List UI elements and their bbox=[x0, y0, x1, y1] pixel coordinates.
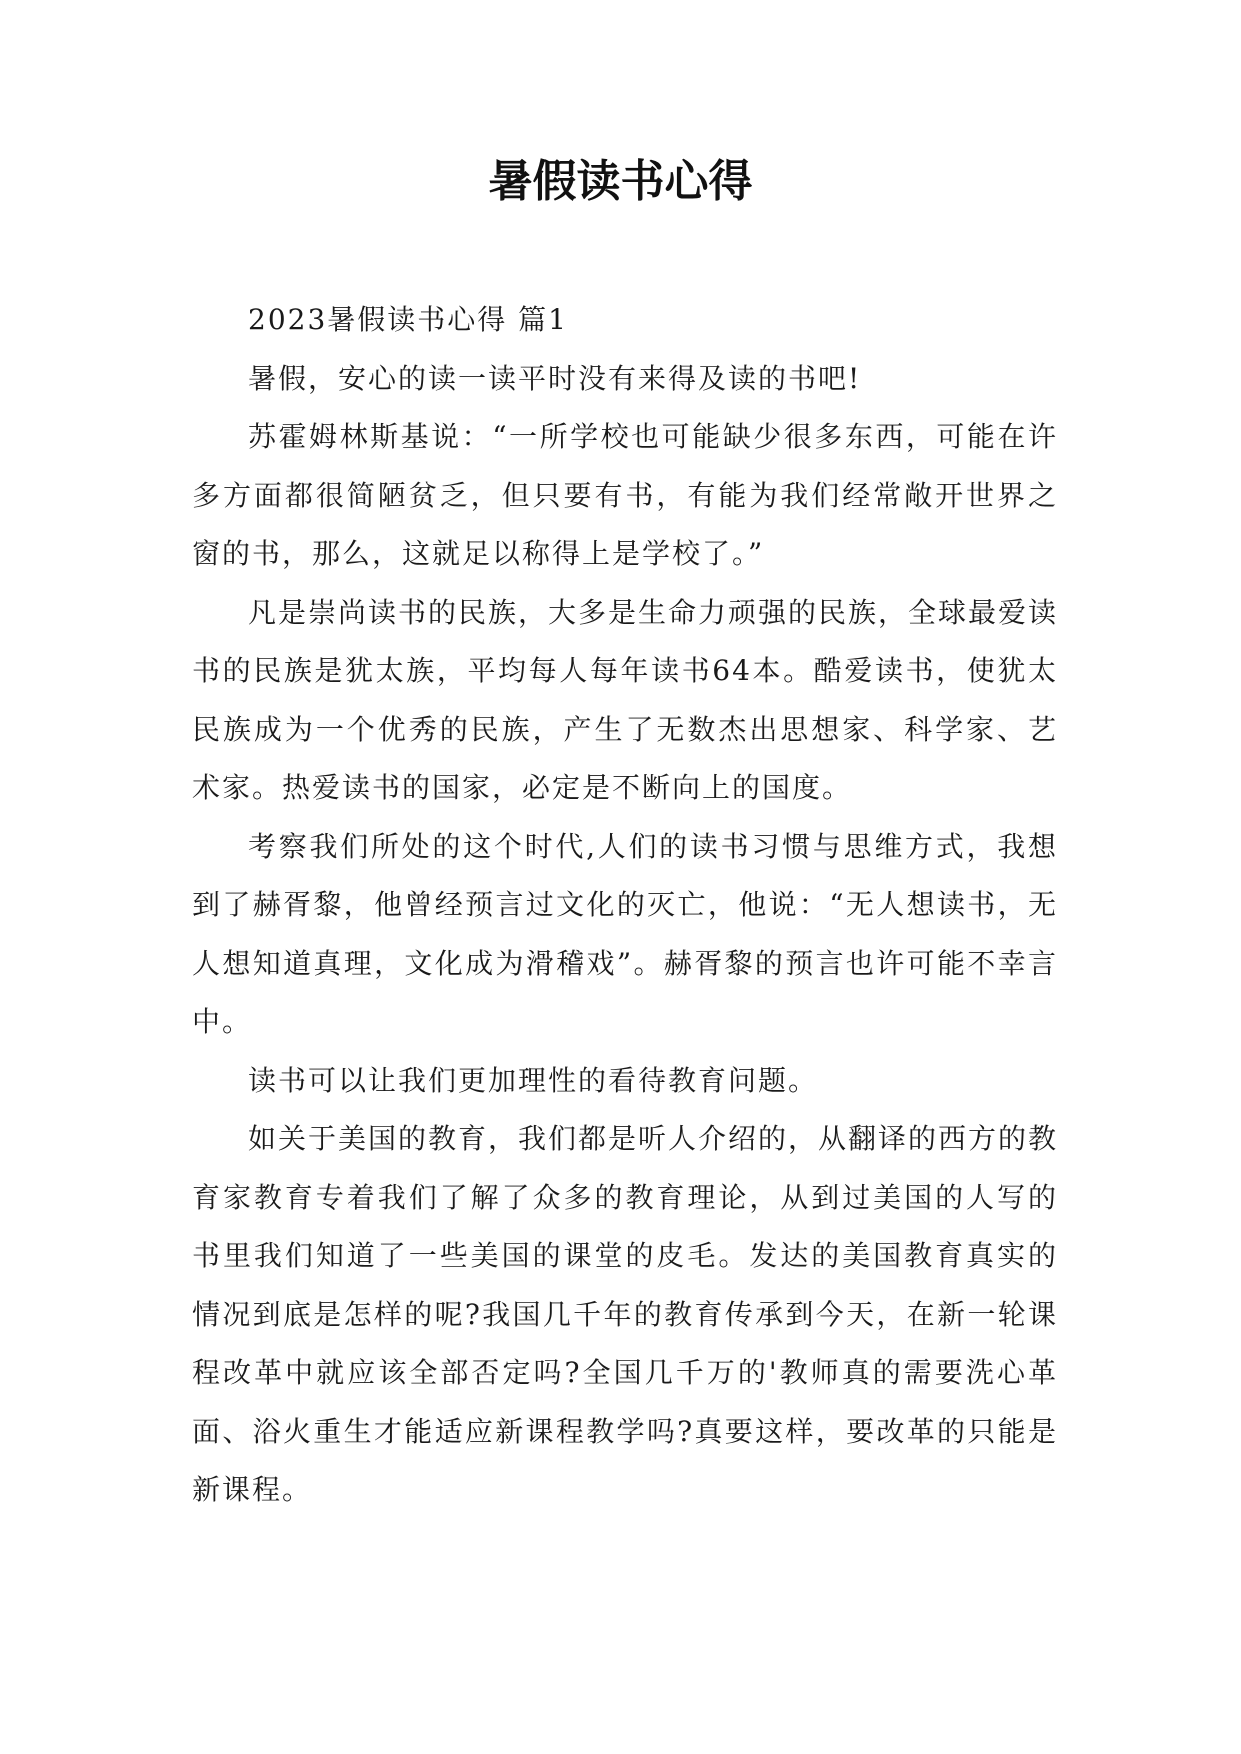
document-body bbox=[192, 291, 1058, 1520]
paragraph-huxley: 考察我们所处的这个时代,人们的读书习惯与思维方式，我想到了赫胥黎，他曾经预言过文化的灭亡，他说：“无人想读书，无人想知道真理，文化成为滑稽戏”。赫胥黎的预言也许可能不幸言中。 bbox=[192, 829, 1058, 1038]
paragraph-rational-education: 读书可以让我们更加理性的看待教育问题。 bbox=[248, 1063, 819, 1097]
paragraph-quote-sukhomlinsky: 苏霍姆林斯基说：“一所学校也可能缺少很多东西，可能在许多方面都很简陋贫乏，但只要有书，有能为我们经常敞开世界之窗的书，那么，这就足以称得上是学校了。” bbox=[192, 420, 1058, 570]
section-heading: 2023暑假读书心得 篇1 bbox=[248, 303, 568, 336]
document-title: 暑假读书心得 bbox=[488, 156, 753, 207]
paragraph-jewish-reading: 凡是崇尚读书的民族，大多是生命力顽强的民族，全球最爱读书的民族是犹太族，平均每人每年读书64本。酷爱读书，使犹太民族成为一个优秀的民族，产生了无数杰出思想家、科学家、艺术家。热爱读书的国家，必定是不断向上的国度。 bbox=[192, 595, 1059, 804]
paragraph-american-education: 如关于美国的教育，我们都是听人介绍的，从翻译的西方的教育家教育专着我们了解了众多的教育理论，从到过美国的人写的书里我们知道了一些美国的课堂的皮毛。发达的美国教育真实的情况到底是怎样的呢?我国几千年的教育传承到今天，在新一轮课程改革中就应该全部否定吗?全国几千万的'教师真的需要洗心革面、浴火重生才能适应新课程教学吗?真要这样，要改革的只能是新课程。 bbox=[192, 1122, 1059, 1506]
paragraph-intro: 暑假，安心的读一读平时没有来得及读的书吧! bbox=[248, 361, 862, 395]
